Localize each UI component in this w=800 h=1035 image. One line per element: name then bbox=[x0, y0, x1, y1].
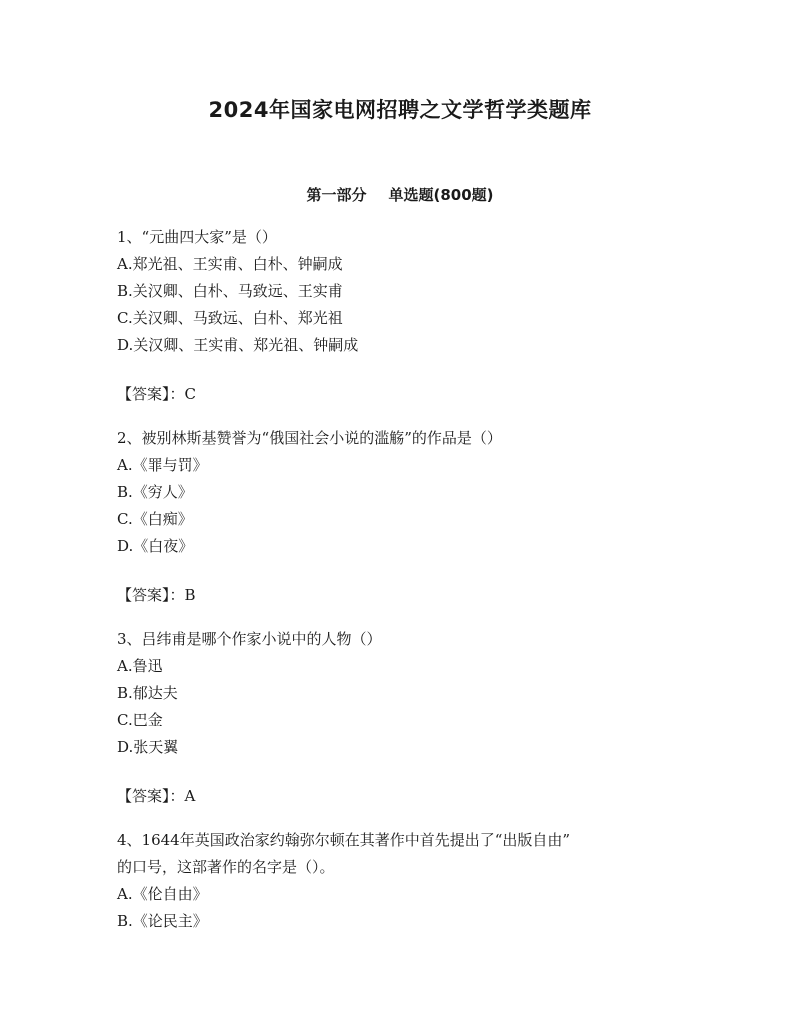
document-title: 2024年国家电网招聘之文学哲学类题库 bbox=[208, 98, 592, 122]
question-stem: 的口号，这部著作的名字是（）。 bbox=[117, 858, 335, 876]
question-stem: 2、被别林斯基赞誉为“俄国社会小说的滥觞”的作品是（） bbox=[117, 429, 502, 447]
question-option: B.关汉卿、白朴、马致远、王实甫 bbox=[117, 282, 343, 300]
question-option: D.关汉卿、王实甫、郑光祖、钟嗣成 bbox=[117, 336, 359, 354]
question-block bbox=[117, 224, 697, 359]
question-stem: 4、1644年英国政治家约翰弥尔顿在其著作中首先提出了“出版自由” bbox=[117, 831, 571, 849]
answer-value: A bbox=[184, 787, 196, 805]
question-stem: 1、“元曲四大家”是（） bbox=[117, 228, 277, 246]
answer-label: 【答案】： bbox=[117, 586, 185, 604]
answer-value: B bbox=[184, 586, 196, 604]
answer-label: 【答案】： bbox=[117, 385, 185, 403]
question-option: B.《穷人》 bbox=[117, 483, 193, 501]
answer-line bbox=[117, 381, 697, 408]
question-block bbox=[117, 425, 697, 560]
question-option: C.《白痴》 bbox=[117, 510, 193, 528]
section-name: 单选题(800题) bbox=[388, 186, 494, 204]
question-option: A.《伦自由》 bbox=[117, 885, 208, 903]
question-option: A.《罪与罚》 bbox=[117, 456, 208, 474]
question-list bbox=[117, 224, 697, 935]
answer-line bbox=[117, 783, 697, 810]
question-option: B.《论民主》 bbox=[117, 912, 208, 930]
question-option: D.张天翼 bbox=[117, 738, 179, 756]
answer-value: C bbox=[184, 385, 196, 403]
question-option: A.郑光祖、王实甫、白朴、钟嗣成 bbox=[117, 255, 343, 273]
answer-line bbox=[117, 582, 697, 609]
question-option: B.郁达夫 bbox=[117, 684, 178, 702]
question-block bbox=[117, 626, 697, 761]
question-option: C.关汉卿、马致远、白朴、郑光祖 bbox=[117, 309, 343, 327]
question-option: C.巴金 bbox=[117, 711, 163, 729]
question-block bbox=[117, 827, 697, 935]
question-stem: 3、吕纬甫是哪个作家小说中的人物（） bbox=[117, 630, 382, 648]
section-part: 第一部分 bbox=[306, 186, 367, 204]
question-option: D.《白夜》 bbox=[117, 537, 194, 555]
answer-label: 【答案】： bbox=[117, 787, 185, 805]
question-option: A.鲁迅 bbox=[117, 657, 163, 675]
section-heading bbox=[0, 184, 800, 205]
